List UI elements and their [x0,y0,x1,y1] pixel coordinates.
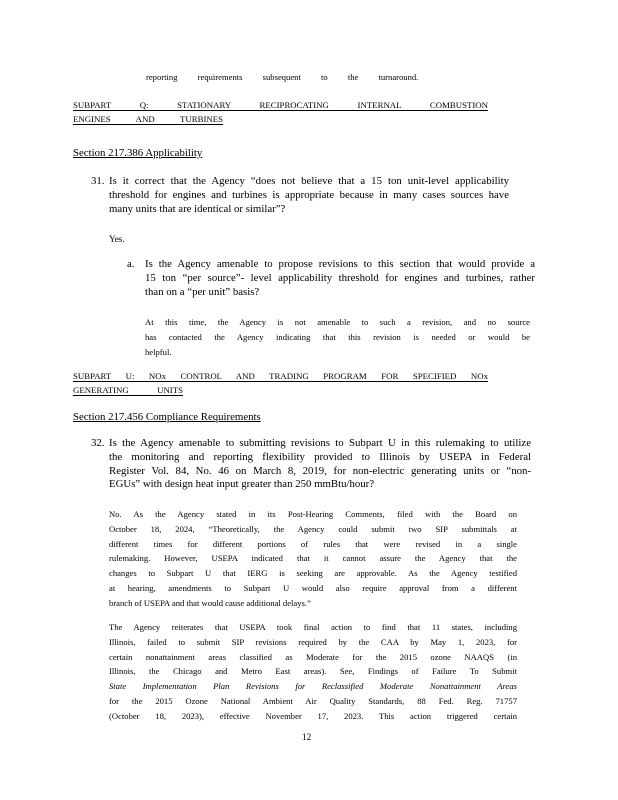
subpart-q-heading-line2: ENGINES AND TURBINES [73,114,223,124]
subpart-q-underline-2 [73,124,223,125]
subpart-u-heading-line2: GENERATING UNITS [73,385,183,395]
page-number: 12 [302,732,312,742]
subpart-q-heading-line1: SUBPART Q: STATIONARY RECIPROCATING INTERNAL COMBUSTION [73,100,488,110]
subpart-q-underline-1 [73,110,488,111]
q32-answer-paragraph-1: No. As the Agency stated in its Post-Hearing Comments, filed with the Board on October 18, 2024, “Theoretically, the Agency could submit two SIP submittals at different times for different portions of rules that were revised in a single rulemaking. However, USEPA indicated that it cannot assure the Agency that the changes to Subpart U that IERG is seeking are approvable. As the Agency testified at hearing, amendments to Subpart U would also require approval from a different branch of USEPA and that would cause additional delays.” [109,509,517,608]
q32-answer-paragraph-2: The Agency reiterates that USEPA took final action to find that 11 states, including Illinois, failed to submit SIP revisions required by the CAA by May 1, 2023, for certain nonattainment areas classified as Moderate for the 2015 ozone NAAQS (in Illinois, the Chicago and Metro East areas). See, Findings of Failure To Submit State Implementation Plan Revisions for Reclassified Moderate Nonattainment Areas for the 2015 Ozone National Ambient Air Quality Standards, 88 Fed. Reg. 71757 (October 18, 2023), effective November 17, 2023. This action triggered certain [109,622,517,721]
q31-number: 31. [91,175,105,187]
q31-answer: Yes. [109,234,125,244]
q32-number: 32. [91,437,105,449]
section-456-heading: Section 217.456 Compliance Requirements [73,411,261,423]
q31a-answer: At this time, the Agency is not amenable to such a revision, and no source has contacted the Agency indicating that this revision is needed or would be helpful. [145,317,530,357]
subpart-u-heading-line1: SUBPART U: NOx CONTROL AND TRADING PROGRAM FOR SPECIFIED NOx [73,371,488,381]
q31-question: Is it correct that the Agency “does not believe that a 15 ton unit-level applicability threshold for engines and turbines is appropriate because in many cases sources have many units that are identical or similar”? [109,175,509,215]
q31a-letter: a. [127,258,135,270]
subpart-u-underline-1 [73,381,488,382]
section-386-heading: Section 217.386 Applicability [73,147,203,159]
q32-question: Is the Agency amenable to submitting revisions to Subpart U in this rulemaking to utilize the monitoring and reporting flexibility provided to Illinois by USEPA in Federal Register Vol. 84, No. 46 on March 8, 2019, for non-electric generating units or “non- EGUs” with design heat input greater than 250 mmBtu/hour? [109,437,531,491]
carryover-line: reporting requirements subsequent to the turnaround. [146,72,419,82]
q31a-question: Is the Agency amenable to propose revisions to this section that would provide a 15 ton “per source”- level applicability threshold for engines and turbines, rather than on a “per unit” basis? [145,258,535,298]
subpart-u-underline-2 [73,395,183,396]
